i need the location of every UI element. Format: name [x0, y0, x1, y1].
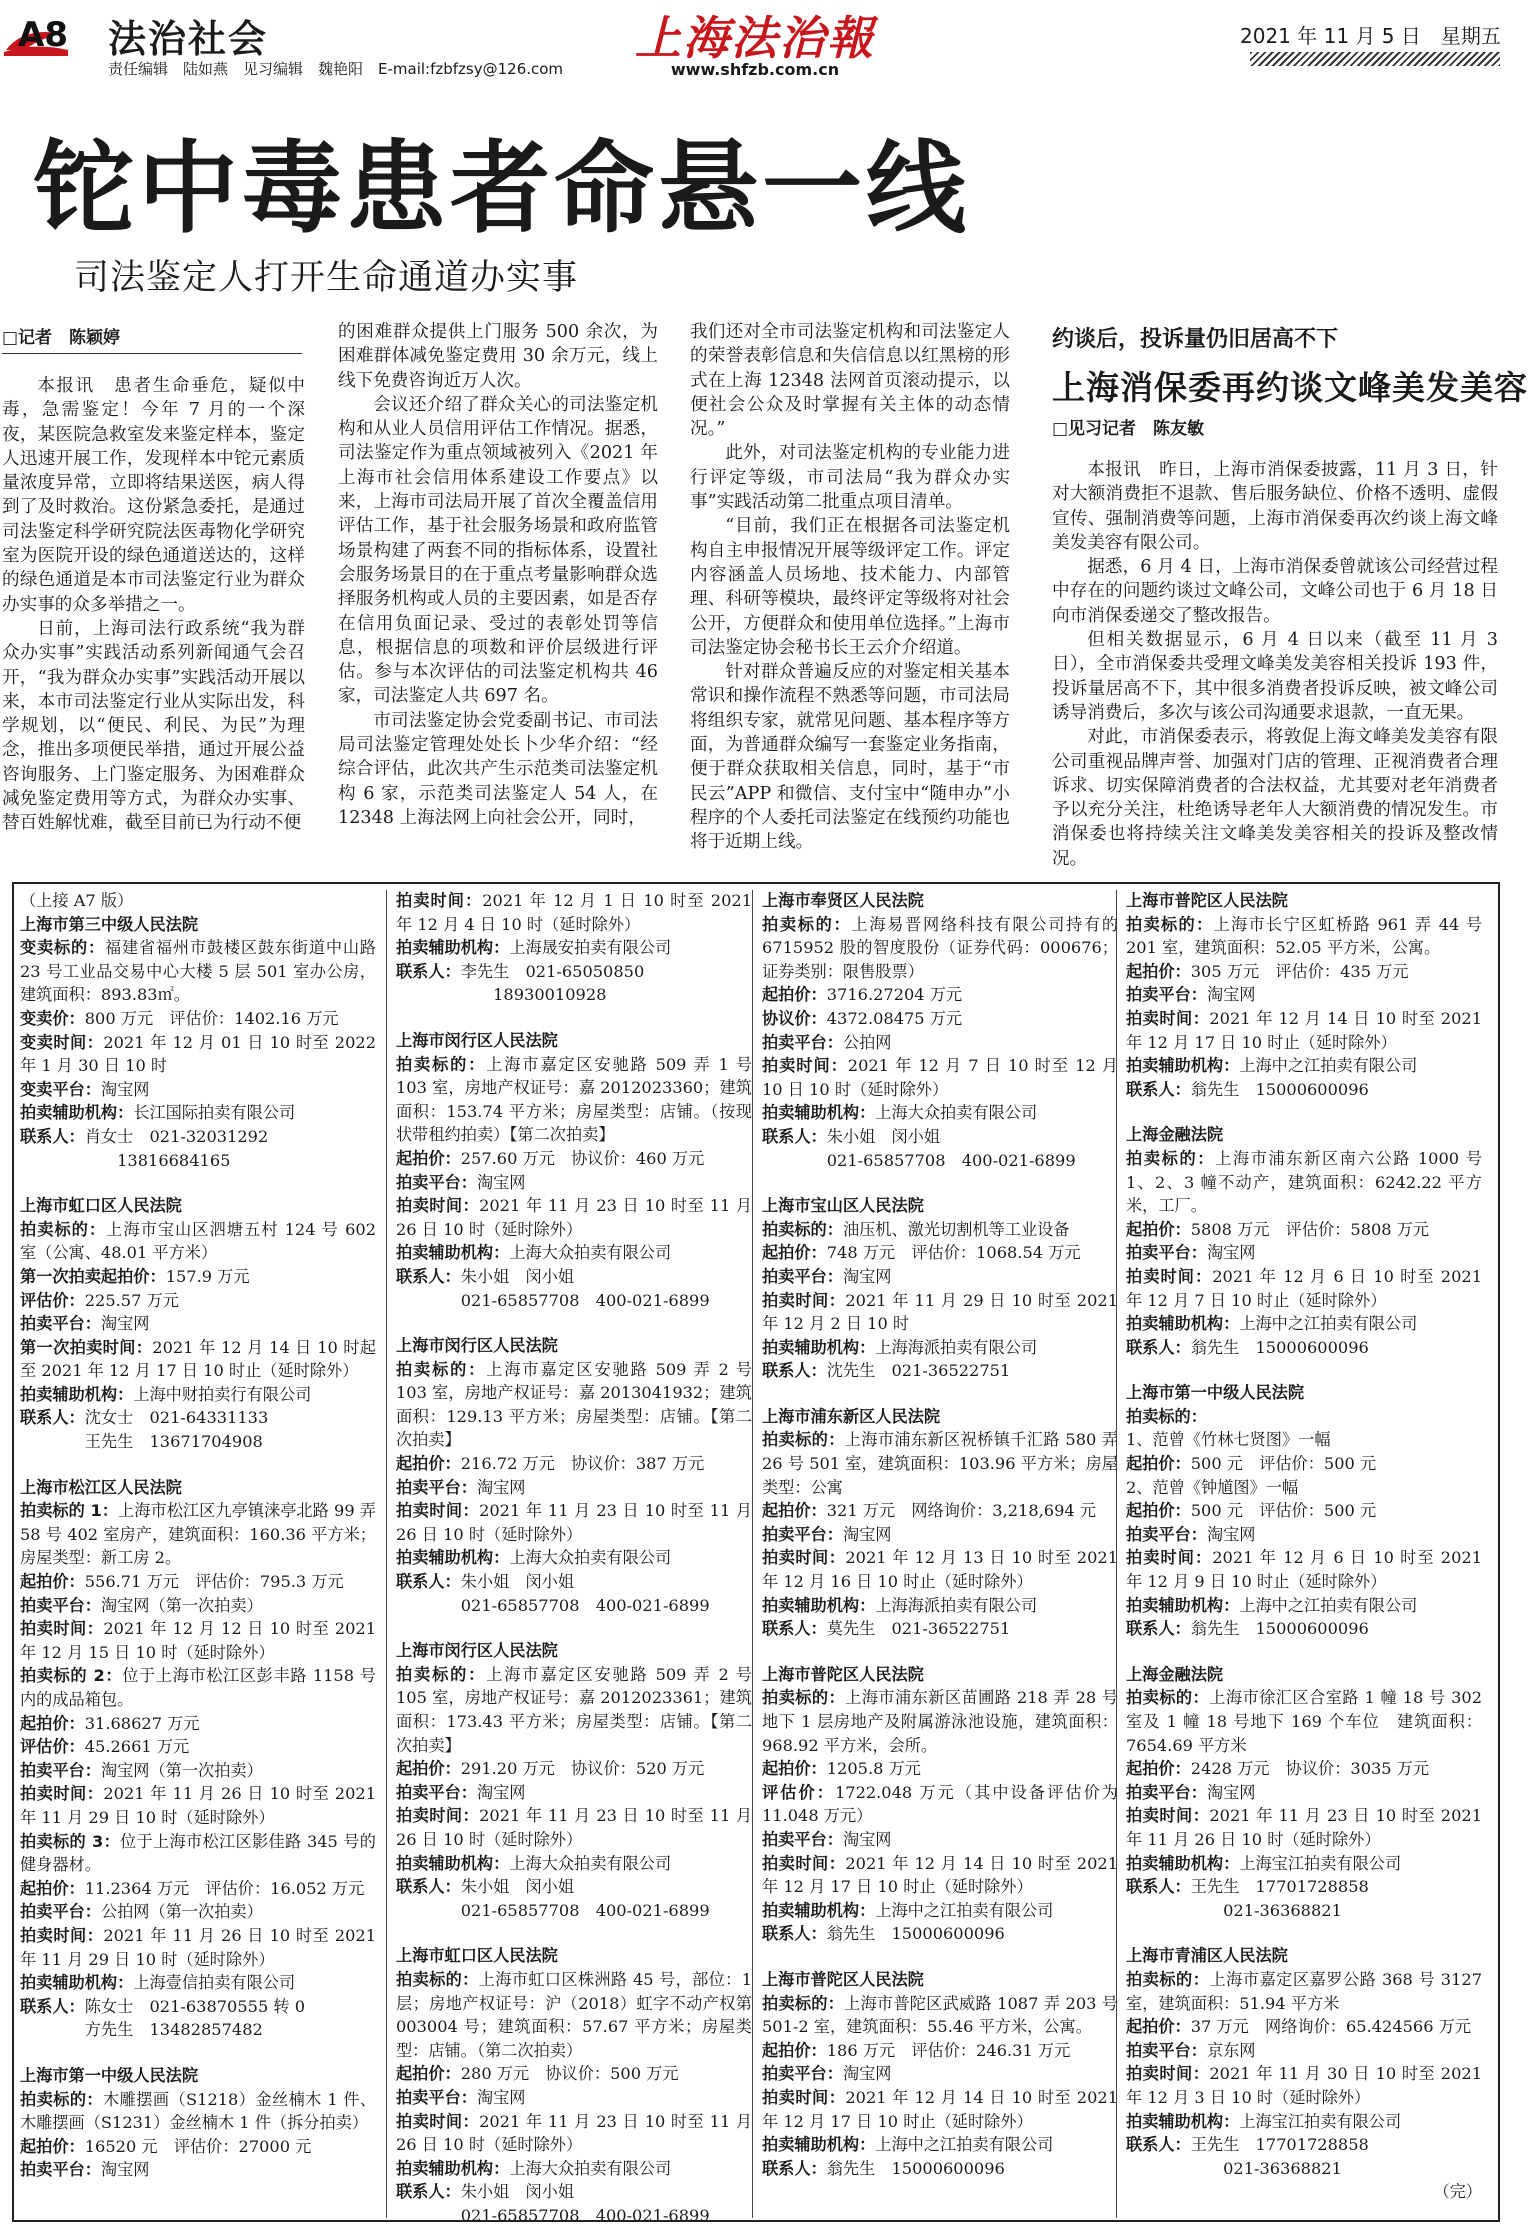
notice-line: 起拍价：16520 元 评估价：27000 元 — [20, 2136, 312, 2156]
notice-line: 联系人：朱小姐 闵小姐 — [396, 1572, 575, 1592]
notice-line: 起拍价：11.2364 万元 评估价：16.052 万元 — [20, 1878, 365, 1898]
notice-line: 拍卖时间：2021 年 12 月 6 日 10 时至 2021 年 12 月 7 日 10 时止（延时除外） — [1126, 1266, 1482, 1310]
notice-line: 起拍价：291.20 万元 协议价：520 万元 — [396, 1759, 705, 1779]
notice-line: 方先生 13482857482 — [20, 2020, 263, 2040]
notice-line: 021-65857708 400-021-6899 — [396, 1900, 710, 1920]
notice-line: 2、范曾《钟馗图》一幅 — [1126, 1477, 1299, 1497]
notice-court-name: 上海金融法院 — [1126, 1125, 1224, 1145]
notice-line: 拍卖时间：2021 年 11 月 23 日 10 时至 11 月 26 日 10 时（延时除外） — [396, 1501, 753, 1544]
notice-line: 拍卖时间：2021 年 11 月 29 日 10 时至 2021 年 12 月 2 日 10 时 — [762, 1290, 1118, 1334]
article-paragraph: 对此，市消保委表示，将敦促上海文峰美发美容有限公司重视品牌声誉、加强对门店的管理、正视消费者合理诉求、切实保障消费者的合法权益，尤其要对老年消费者予以充分关注，杜绝诱导老年人大额消费的情况发生。市消保委也将持续关注文峰美发美容相关的投诉及整改情况。 — [1052, 727, 1498, 869]
notice-line: 拍卖平台：淘宝网（第一次拍卖） — [20, 1760, 263, 1780]
notice-court-name: 上海市松江区人民法院 — [20, 1477, 182, 1497]
notice-spacer — [396, 1007, 752, 1029]
notice-line: 拍卖时间：2021 年 12 月 13 日 10 时至 2021 年 12 月 16 日 10 时止（延时除外） — [762, 1548, 1118, 1592]
notice-line: 13816684165 — [20, 1150, 231, 1170]
notice-line: 起拍价：37 万元 网络询价：65.424566 万元 — [1126, 2017, 1472, 2037]
notice-spacer — [1126, 1101, 1482, 1123]
notice-line: 拍卖平台：公拍网 — [762, 1032, 892, 1052]
notice-line: 评估价：45.2661 万元 — [20, 1737, 190, 1757]
article-paragraph: 会议还介绍了群众关心的司法鉴定机构和从业人员信用评估工作情况。据悉，司法鉴定作为重点领域被列入《2021 年上海市社会信用体系建设工作要点》以来，上海市司法局开展了首次全覆盖信用评估工作，基于社会服务场景和政府监管场景构建了两套不同的指标体系，设置社会服务场景目的在于重点考量影响群众选择服务机构或人员的主要因素，如是否存在信用负面记录、受过的表彰处罚等信息，根据信息的项数和评价层级进行评估。参与本次评估的司法鉴定机构共 46 家，司法鉴定人共 697 名。 — [338, 394, 658, 707]
header-hatch-rule — [1250, 52, 1500, 66]
notice-line: 联系人：王先生 17701728858 — [1126, 2135, 1369, 2155]
notice-court-name: 上海市普陀区人民法院 — [762, 1969, 924, 1989]
notice-line: 起拍价：321 万元 网络询价：3,218,694 元 — [762, 1501, 1097, 1521]
editors-line: 责任编辑 陆如燕 见习编辑 魏艳阳 E-mail:fzbfzsy@126.com — [108, 60, 564, 78]
notice-line: 联系人：翁先生 15000600096 — [1126, 1619, 1369, 1639]
notice-line: 拍卖平台：淘宝网 — [1126, 1524, 1256, 1544]
notice-line: 拍卖辅助机构：上海海派拍卖有限公司 — [762, 1595, 1038, 1615]
notice-line: 联系人：李先生 021-65050850 — [396, 961, 645, 981]
notice-line: 021-36368821 — [1126, 2158, 1342, 2178]
notice-line: 联系人：王先生 17701728858 — [1126, 1877, 1369, 1897]
section-badge-icon — [4, 6, 104, 58]
notice-court-name: 上海市浦东新区人民法院 — [762, 1406, 941, 1426]
notice-spacer — [396, 1617, 752, 1639]
issue-date: 2021 年 11 月 5 日 星期五 — [1240, 24, 1501, 48]
notice-line: 联系人：翁先生 15000600096 — [762, 1924, 1005, 1944]
notice-line: 拍卖标的：上海市徐汇区合室路 1 幢 18 号 302 室及 1 幢 18 号地下 169 个车位 建筑面积：7654.69 平方米 — [1126, 1688, 1483, 1755]
notice-line: 起拍价：216.72 万元 协议价：387 万元 — [396, 1454, 705, 1474]
article-paragraph-continued: 我们还对全市司法鉴定机构和司法鉴定人的荣誉表彰信息和失信信息以红黑榜的形式在上海 12348 法网首页滚动提示，以便社会公众及时掌握有关主体的动态情况。” — [690, 322, 1010, 440]
right-article-title: 上海消保委再约谈文峰美发美容 — [1052, 368, 1528, 407]
notice-line: 拍卖标的：上海市嘉定区安驰路 509 弄 1 号 103 室，房地产权证号：嘉 2012023360；建筑面积：153.74 平方米；房屋类型：店铺。（按现状带租约拍卖）【第二次拍卖】 — [396, 1054, 753, 1145]
notice-line: 拍卖辅助机构：上海壹信拍卖有限公司 — [20, 1973, 296, 1993]
right-article-byline: □见习记者 陈友敏 — [1052, 419, 1205, 439]
notice-court-name: 上海市第一中级人民法院 — [20, 2065, 199, 2085]
notice-line: 拍卖标的 1：上海市松江区九亭镇涞亭北路 99 弄 58 号 402 室房产，建筑面积：160.36 平方米；房屋类型：新工房 2。 — [20, 1501, 376, 1568]
svg-text:A8: A8 — [18, 15, 68, 55]
notice-line: 拍卖辅助机构：上海宝江拍卖有限公司 — [1126, 1853, 1402, 1873]
notice-line: 021-65857708 400-021-6899 — [396, 1290, 710, 1310]
notice-line: 拍卖平台：淘宝网 — [20, 2160, 150, 2180]
notice-line: 拍卖辅助机构：上海宝江拍卖有限公司 — [1126, 2111, 1402, 2131]
notice-court-name: 上海市闵行区人民法院 — [396, 1336, 558, 1356]
notice-line: 拍卖标的：上海市浦东新区祝桥镇千汇路 580 弄 26 号 501 室，建筑面积：103.96 平方米；房屋类型：公寓 — [762, 1430, 1118, 1497]
main-byline: □记者 陈颖婷 — [2, 323, 302, 354]
notice-line: 联系人：朱小姐 闵小姐 — [396, 1266, 575, 1286]
notice-line: 拍卖平台：淘宝网 — [762, 1524, 892, 1544]
notice-line: 起拍价：31.68627 万元 — [20, 1713, 200, 1733]
notice-court-name: 上海市普陀区人民法院 — [762, 1664, 924, 1684]
notice-line: 起拍价：305 万元 评估价：435 万元 — [1126, 961, 1409, 981]
notice-line: 拍卖辅助机构：上海中之江拍卖有限公司 — [1126, 1595, 1418, 1615]
notice-line: 起拍价：186 万元 评估价：246.31 万元 — [762, 2040, 1071, 2060]
notice-line: 021-65857708 400-021-6899 — [396, 1595, 710, 1615]
notice-line: 变卖时间：2021 年 12 月 01 日 10 时至 2022 年 1 月 30 日 10 时 — [20, 1032, 376, 1076]
notice-line: 拍卖标的： — [1126, 1406, 1207, 1426]
notice-line: 拍卖辅助机构：上海大众拍卖有限公司 — [396, 1853, 672, 1873]
notice-line: 拍卖辅助机构：上海晟安拍卖有限公司 — [396, 938, 672, 958]
notice-line: 拍卖辅助机构：上海大众拍卖有限公司 — [762, 1103, 1038, 1123]
notice-line: 拍卖标的：上海市宝山区泗塘五村 124 号 602 室（公寓、48.01 平方米） — [20, 1219, 376, 1263]
notice-line: 拍卖标的：上海市普陀区武威路 1087 弄 203 号 501-2 室，建筑面积：55.46 平方米，公寓。 — [762, 1993, 1118, 2037]
notice-line: 联系人：陈女士 021-63870555 转 0 — [20, 1996, 306, 2016]
notice-line: 起拍价：556.71 万元 评估价：795.3 万元 — [20, 1572, 344, 1592]
notice-line: 联系人：肖女士 021-32031292 — [20, 1126, 269, 1146]
notice-line: 拍卖辅助机构：上海中之江拍卖有限公司 — [762, 1900, 1054, 1920]
main-headline: 铊中毒患者命悬一线 — [34, 130, 970, 247]
notice-line: 拍卖时间：2021 年 11 月 23 日 10 时至 11 月 26 日 10 时（延时除外） — [396, 1806, 753, 1849]
notice-line: 联系人：沈女士 021-64331133 — [20, 1408, 269, 1428]
notice-line: 拍卖标的：上海市浦东新区苗圃路 218 弄 28 号地下 1 层房地产及附属游泳池设施，建筑面积：968.92 平方米，会所。 — [762, 1688, 1119, 1755]
notice-line: 起拍价：748 万元 评估价：1068.54 万元 — [762, 1243, 1081, 1263]
notice-line: 拍卖辅助机构：上海大众拍卖有限公司 — [396, 2158, 672, 2178]
notice-line: 第一次拍卖起拍价：157.9 万元 — [20, 1266, 250, 1286]
notice-line: 拍卖时间：2021 年 11 月 23 日 10 时至 11 月 26 日 10 时（延时除外） — [396, 1196, 753, 1239]
notice-line: 18930010928 — [396, 985, 607, 1005]
column-divider — [386, 890, 387, 2218]
notice-court-name: 上海市奉贤区人民法院 — [762, 891, 924, 910]
notice-spacer — [1126, 1359, 1482, 1381]
notice-line: 拍卖平台：淘宝网 — [1126, 1243, 1256, 1263]
notice-line: 联系人：朱小姐 闵小姐 — [396, 2182, 575, 2202]
notice-line: 1、范曾《竹林七贤图》一幅 — [1126, 1430, 1331, 1450]
notice-line: 联系人：莫先生 021-36522751 — [762, 1619, 1011, 1639]
notice-line: 起拍价：257.60 万元 协议价：460 万元 — [396, 1148, 705, 1168]
notice-spacer — [20, 1172, 376, 1194]
notice-spacer — [762, 1172, 1118, 1194]
notice-spacer — [396, 1922, 752, 1944]
notice-court-name: 上海市闵行区人民法院 — [396, 1641, 558, 1661]
notice-line: 联系人：翁先生 15000600096 — [1126, 1079, 1369, 1099]
notice-line: 联系人：朱小姐 闵小姐 — [762, 1126, 941, 1146]
notice-line: 拍卖标的：上海市长宁区虹桥路 961 弄 44 号 201 室，建筑面积：52.05 平方米，公寓。 — [1126, 914, 1483, 958]
notice-line: 拍卖辅助机构：上海海派拍卖有限公司 — [762, 1337, 1038, 1357]
notice-line: 拍卖辅助机构：长江国际拍卖有限公司 — [20, 1103, 296, 1123]
notice-line: 拍卖时间：2021 年 11 月 23 日 10 时至 11 月 26 日 10 时（延时除外） — [396, 2111, 753, 2155]
notice-line: 拍卖时间：2021 年 11 月 26 日 10 时至 2021 年 11 月 29 日 10 时（延时除外） — [20, 1925, 376, 1969]
article-paragraph-continued: 的困难群众提供上门服务 500 余次，为困难群体减免鉴定费用 30 余万元，线上线下免费咨询近万人次。 — [338, 322, 658, 391]
notice-line: 联系人：沈先生 021-36522751 — [762, 1361, 1011, 1381]
notice-line: 拍卖标的：上海市嘉定区安驰路 509 弄 2 号 103 室，房地产权证号：嘉 2013041932；建筑面积：129.13 平方米；房屋类型：店铺。【第二次拍卖】 — [396, 1359, 753, 1450]
notice-line: 拍卖时间：2021 年 12 月 12 日 10 时至 2021 年 12 月 15 日 10 时（延时除外） — [20, 1619, 376, 1662]
notice-line: 拍卖标的：上海市浦东新区南六公路 1000 号 1、2、3 幢不动产，建筑面积：6242.22 平方米，工厂。 — [1126, 1148, 1482, 1216]
notice-line: 拍卖平台：淘宝网 — [396, 2087, 526, 2107]
notice-spacer — [762, 1383, 1118, 1405]
notice-line: 拍卖平台：京东网 — [1126, 2040, 1256, 2060]
notice-line: 拍卖时间：2021 年 12 月 7 日 10 时至 12 月 10 日 10 时（延时除外） — [762, 1056, 1118, 1099]
notice-line: 拍卖标的：上海市嘉定区安驰路 509 弄 2 号 105 室，房地产权证号：嘉 2012023361；建筑面积：173.43 平方米；房屋类型：店铺。【第二次拍卖】 — [396, 1664, 753, 1755]
notice-line: 协议价：4372.08475 万元 — [762, 1008, 963, 1028]
main-article-col-3 — [690, 320, 1010, 853]
notice-line: 拍卖辅助机构：上海中之江拍卖有限公司 — [1126, 1056, 1418, 1076]
website: www.shfzb.com.cn — [670, 60, 840, 79]
article-paragraph: 本报讯 患者生命垂危，疑似中毒，急需鉴定！今年 7 月的一个深夜，某医院急救室发来鉴定样本，鉴定人迅速开展工作，发现样本中铊元素质量浓度异常，立即将结果送医，病人得到了及时救治。这份紧急委托，是通过司法鉴定科学研究院法医毒物化学研究室为医院开设的绿色通道送达的，这样的绿色通道是本市司法鉴定行业为群众办实事的众多举措之一。 — [2, 376, 305, 615]
notice-line: 评估价：1722.048 万元（其中设备评估价为 11.048 万元） — [762, 1782, 1118, 1826]
main-article-col-2 — [338, 320, 658, 850]
notice-court-name: 上海市普陀区人民法院 — [1126, 891, 1288, 910]
notice-line: 021-36368821 — [1126, 1900, 1342, 1920]
notice-line: 拍卖辅助机构：上海中财拍卖行有限公司 — [20, 1384, 312, 1404]
notice-line: 起拍价：1205.8 万元 — [762, 1759, 921, 1779]
notice-spacer — [762, 1946, 1118, 1968]
notice-line: 联系人：翁先生 15000600096 — [1126, 1337, 1369, 1357]
right-article-body — [1052, 458, 1498, 869]
column-divider — [752, 890, 753, 2218]
notice-column-3 — [762, 889, 1118, 2219]
notice-line: （完） — [1433, 2182, 1482, 2202]
main-subheadline: 司法鉴定人打开生命通道办实事 — [74, 258, 579, 298]
notice-line: 起拍价：5808 万元 评估价：5808 万元 — [1126, 1219, 1430, 1239]
notice-line: 拍卖平台：淘宝网 — [20, 1314, 150, 1334]
notice-line: 评估价：225.57 万元 — [20, 1290, 179, 1310]
article-paragraph: 日前，上海司法行政系统“我为群众办实事”实践活动系列新闻通气会召开，“我为群众办实事”实践活动开展以来，本市司法鉴定行业从实际出发，科学规划，以“便民、利民、为民”为理念，推出多项便民举措，通过开展公益咨询服务、上门鉴定服务、为困难群众减免鉴定费用等方式，为群众办实事、替百姓解忧难，截至目前已为行动不便 — [2, 618, 305, 834]
article-paragraph: 据悉，6 月 4 日，上海市消保委曾就该公司经营过程中存在的问题约谈过文峰公司，文峰公司也于 6 月 18 日向市消保委递交了整改报告。 — [1052, 557, 1498, 626]
notice-line: 拍卖标的 3：位于上海市松江区影佳路 345 号的健身器材。 — [20, 1831, 376, 1875]
notice-line: 拍卖标的：上海市嘉定区嘉罗公路 368 号 3127 室，建筑面积：51.94 平方米 — [1126, 1969, 1483, 2013]
article-paragraph: “目前，我们正在根据各司法鉴定机构自主申报情况开展等级评定工作。评定内容涵盖人员场地、技术能力、内部管理、科研等模块，最终评定等级将对社会公开，方便群众和使用单位选择。”上海市司法鉴定协会秘书长王云介介绍道。 — [690, 516, 1010, 658]
notice-spacer — [396, 1312, 752, 1334]
notice-spacer — [762, 1641, 1118, 1663]
notice-line: 拍卖标的：木雕摆画（S1218）金丝楠木 1 件、木雕摆画（S1231）金丝楠木 1 件（拆分拍卖） — [20, 2089, 377, 2133]
notice-line: 拍卖辅助机构：上海中之江拍卖有限公司 — [1126, 1314, 1418, 1334]
notice-line: 拍卖平台：淘宝网 — [1126, 985, 1256, 1005]
notice-line: 拍卖标的：油压机、激光切割机等工业设备 — [762, 1219, 1070, 1239]
article-paragraph: 但相关数据显示，6 月 4 日以来（截至 11 月 3 日），全市消保委共受理文峰美发美容相关投诉 193 件，投诉量居高不下，其中很多消费者投诉反映，被文峰公司诱导消费后，多次与该公司沟通要求退款，一直无果。 — [1052, 630, 1498, 723]
notice-line: 拍卖平台：淘宝网 — [762, 1266, 892, 1286]
notice-line: 拍卖辅助机构：上海中之江拍卖有限公司 — [762, 2135, 1054, 2155]
notice-line: 拍卖辅助机构：上海大众拍卖有限公司 — [396, 1243, 672, 1263]
notice-line: 第一次拍卖时间：2021 年 12 月 14 日 10 时起至 2021 年 12 月 17 日 10 时止（延时除外） — [20, 1337, 377, 1381]
notice-line: 拍卖标的 2：位于上海市松江区彭丰路 1158 号内的成品箱包。 — [20, 1666, 376, 1709]
notice-court-name: 上海金融法院 — [1126, 1664, 1224, 1684]
notice-line: 起拍价：500 元 评估价：500 元 — [1126, 1501, 1377, 1521]
notice-column-2 — [396, 889, 753, 2225]
notice-line: 拍卖平台：淘宝网 — [396, 1172, 526, 1192]
article-paragraph: 针对群众普遍反应的对鉴定相关基本常识和操作流程不熟悉等问题，市司法局将组织专家，就常见问题、基本程序等方面，为普通群众编写一套鉴定业务指南，便于群众获取相关信息，同时，基于“市民云”APP 和微信、支付宝中“随申办”小程序的个人委托司法鉴定在线预约功能也将于近期上线。 — [690, 662, 1010, 853]
notice-line: 变卖标的：福建省福州市鼓楼区鼓东街道中山路 23 号工业品交易中心大楼 5 层 501 室办公房，建筑面积：893.83㎡。 — [20, 938, 376, 1005]
notice-line: 起拍价：500 元 评估价：500 元 — [1126, 1454, 1377, 1474]
notice-line: 拍卖时间：2021 年 12 月 1 日 10 时至 2021 年 12 月 4 日 10 时（延时除外） — [396, 891, 752, 934]
notice-court-name: 上海市虹口区人民法院 — [20, 1196, 182, 1216]
notice-line: 拍卖时间：2021 年 11 月 30 日 10 时至 2021 年 12 月 3 日 10 时（延时除外） — [1126, 2064, 1482, 2107]
notice-line: 拍卖标的：上海市虹口区株洲路 45 号，部位：1 层；房地产权证号：沪（2018）虹字不动产权第 003004 号；建筑面积：57.67 平方米；房屋类型：店铺。（第二次拍卖） — [396, 1969, 753, 2060]
notice-line: 起拍价：280 万元 协议价：500 万元 — [396, 2064, 679, 2084]
notice-line: 王先生 13671704908 — [20, 1432, 263, 1452]
main-article-col-1 — [2, 374, 305, 850]
notice-spacer — [20, 1454, 376, 1476]
notice-line: 拍卖时间：2021 年 11 月 26 日 10 时至 2021 年 11 月 29 日 10 时（延时除外） — [20, 1784, 376, 1827]
notice-column-1 — [20, 889, 376, 2219]
section-name: 法治社会 — [108, 17, 269, 61]
notice-line: 拍卖时间：2021 年 12 月 14 日 10 时至 2021 年 12 月 17 日 10 时止（延时除外） — [762, 1853, 1118, 1897]
notice-line: 021-65857708 400-021-6899 — [762, 1150, 1076, 1170]
notice-line: 拍卖时间：2021 年 12 月 14 日 10 时至 2021 年 12 月 17 日 10 时止（延时除外） — [1126, 1008, 1482, 1052]
notice-court-name: 上海市虹口区人民法院 — [396, 1946, 558, 1966]
right-article-kicker: 约谈后，投诉量仍旧居高不下 — [1052, 327, 1339, 352]
notice-line: 拍卖平台：淘宝网 — [762, 1829, 892, 1849]
notice-line: 拍卖时间：2021 年 12 月 14 日 10 时至 2021 年 12 月 17 日 10 时止（延时除外） — [762, 2087, 1118, 2131]
notice-court-name: 上海市第三中级人民法院 — [20, 914, 199, 934]
notice-line: 拍卖平台：淘宝网 — [396, 1477, 526, 1497]
notice-line: 拍卖平台：淘宝网 — [396, 1782, 526, 1802]
notice-line: 变卖价：800 万元 评估价：1402.16 万元 — [20, 1008, 339, 1028]
notice-line: 联系人：朱小姐 闵小姐 — [396, 1877, 575, 1897]
notice-line: 起拍价：2428 万元 协议价：3035 万元 — [1126, 1759, 1430, 1779]
notice-line: 拍卖标的：上海易晋网络科技有限公司持有的 6715952 股的智度股份（证券代码：000676；证券类别：限售股票） — [762, 914, 1119, 981]
notice-line: 拍卖平台：淘宝网 — [1126, 1782, 1256, 1802]
notice-line: 拍卖平台：淘宝网（第一次拍卖） — [20, 1595, 263, 1615]
notice-line: 拍卖时间：2021 年 11 月 23 日 10 时至 2021 年 11 月 26 日 10 时（延时除外） — [1126, 1806, 1482, 1849]
notice-spacer — [20, 2042, 376, 2064]
notice-court-name: 上海市闵行区人民法院 — [396, 1030, 558, 1050]
notice-court-name: 上海市青浦区人民法院 — [1126, 1946, 1288, 1966]
notice-line: 拍卖平台：公拍网（第一次拍卖） — [20, 1902, 263, 1922]
notice-spacer — [1126, 1922, 1482, 1944]
notice-column-4 — [1126, 889, 1482, 2219]
article-paragraph: 此外，对司法鉴定机构的专业能力进行评定等级，市司法局“我为群众办实事”实践活动第二批重点项目清单。 — [690, 443, 1010, 513]
notice-line: 联系人：翁先生 15000600096 — [762, 2158, 1005, 2178]
notice-line: （上接 A7 版） — [20, 891, 134, 910]
notice-line: 021-65857708 400-021-6899 — [396, 2205, 710, 2225]
notice-line: 变卖平台：淘宝网 — [20, 1079, 150, 1099]
notice-line: 拍卖时间：2021 年 12 月 6 日 10 时至 2021 年 12 月 9 日 10 时止（延时除外） — [1126, 1548, 1482, 1592]
notice-court-name: 上海市宝山区人民法院 — [762, 1196, 924, 1216]
article-paragraph: 本报讯 昨日，上海市消保委披露，11 月 3 日，针对大额消费拒不退款、售后服务缺位、价格不透明、虚假宣传、强制消费等问题，上海市消保委再次约谈上海文峰美发美容有限公司。 — [1052, 460, 1498, 553]
notice-line: 拍卖辅助机构：上海大众拍卖有限公司 — [396, 1548, 672, 1568]
notice-line: 拍卖平台：淘宝网 — [762, 2064, 892, 2084]
notice-court-name: 上海市第一中级人民法院 — [1126, 1383, 1305, 1403]
article-paragraph: 市司法鉴定协会党委副书记、市司法局司法鉴定管理处处长卜少华介绍：“经综合评估，此次共产生示范类司法鉴定机构 6 家，示范类司法鉴定人 54 人，在 12348 上海法网上向社会公开，同时， — [338, 710, 658, 828]
notice-line: 起拍价：3716.27204 万元 — [762, 985, 963, 1005]
notice-spacer — [1126, 1641, 1482, 1663]
newspaper-logo: 上海法治報 — [635, 11, 875, 65]
